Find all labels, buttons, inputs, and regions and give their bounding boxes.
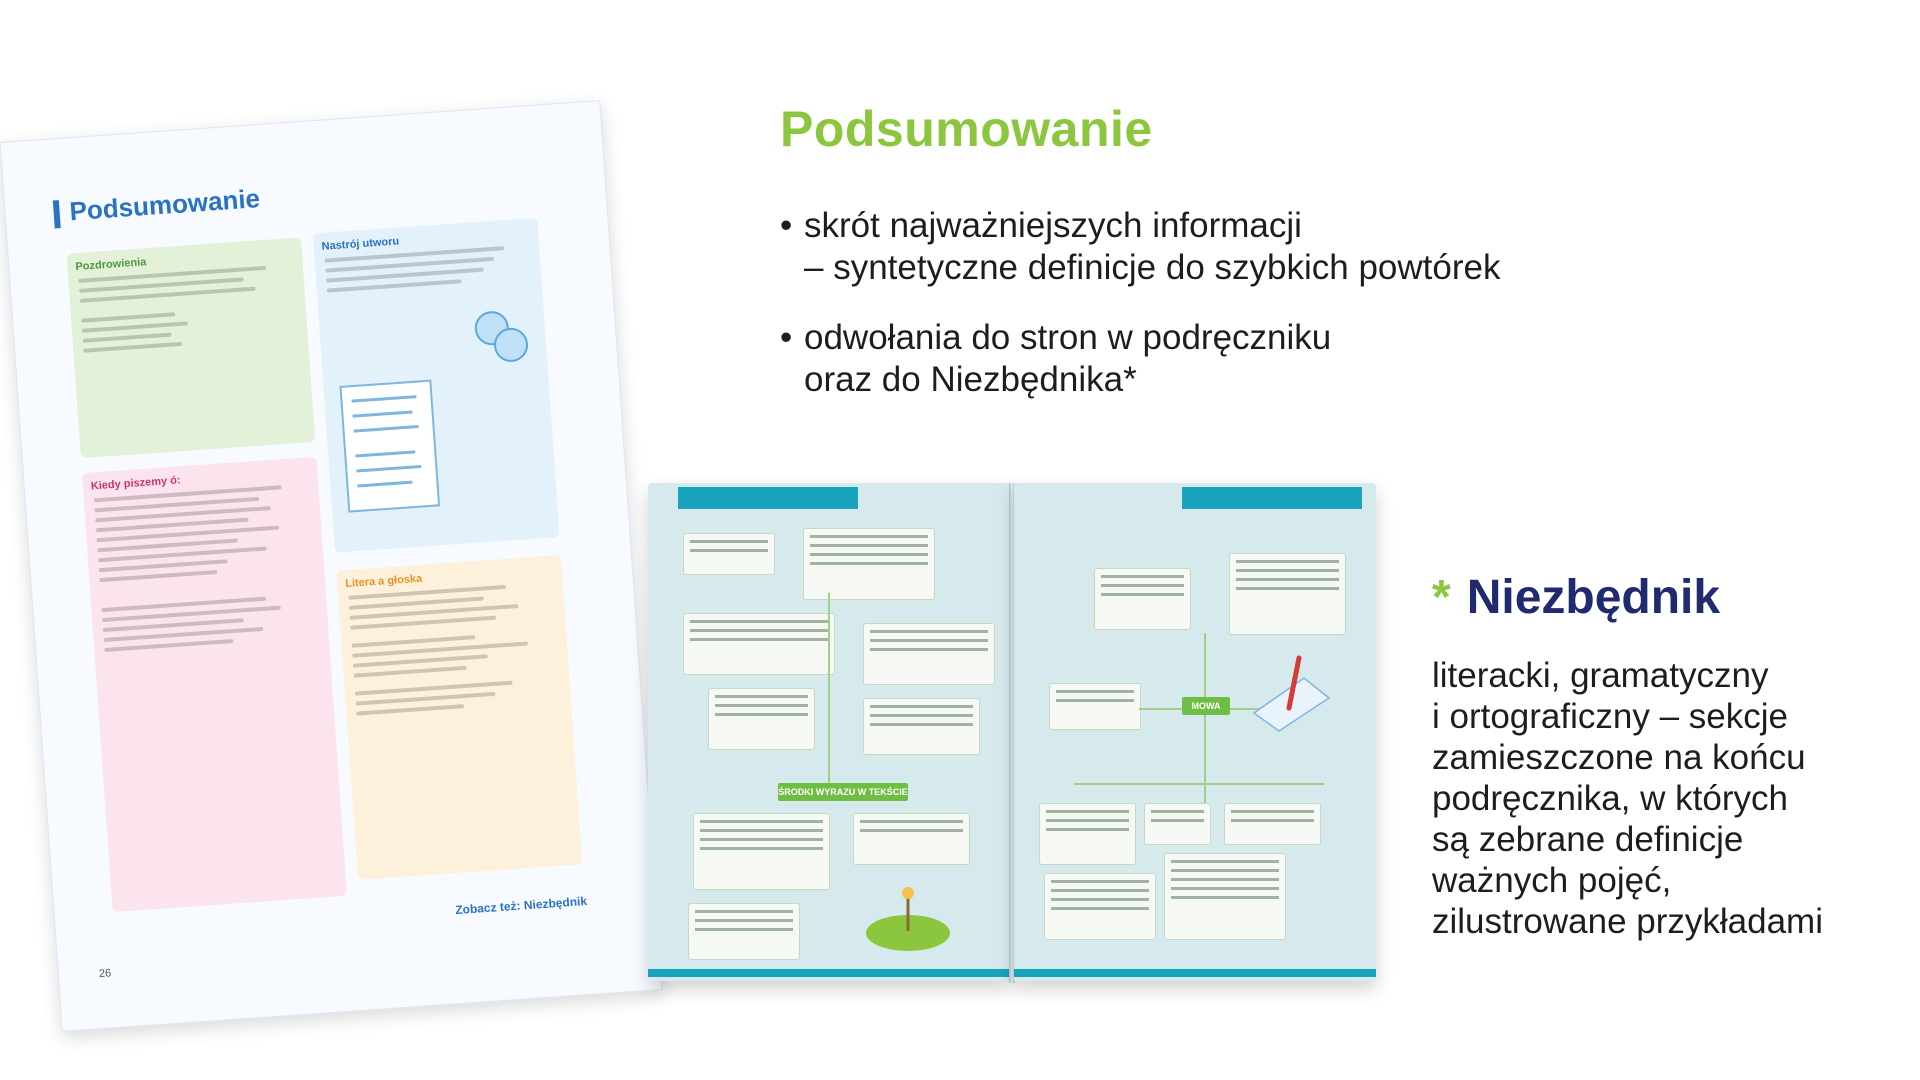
asterisk-icon: *	[1432, 571, 1451, 624]
diagram-center-label: MOWA	[1182, 697, 1230, 715]
box-spelling	[82, 457, 347, 912]
emotion-faces-icon	[468, 304, 532, 368]
footer-band	[1014, 969, 1376, 977]
summary-bullet-2	[780, 317, 1500, 401]
pen-and-paper-icon	[1244, 653, 1334, 733]
page-number: 26	[98, 967, 112, 981]
bullet-1-line-1: skrót najważniejszych informacji	[804, 206, 1302, 245]
landscape-illustration-icon	[863, 883, 953, 953]
bullet-dot: •	[780, 318, 793, 357]
niezbednik-desc-line: i ortograficzny – sekcje	[1432, 697, 1788, 736]
page-title-text: Podsumowanie	[68, 183, 261, 227]
niezbednik-desc-line: zamieszczone na końcu	[1432, 738, 1806, 777]
bullet-2-line-1: odwołania do stron w podręczniku	[804, 318, 1332, 357]
box-mood	[313, 218, 560, 553]
box-greetings-title: Pozdrowienia	[75, 256, 147, 274]
chapter-marker-icon	[53, 200, 61, 228]
box-mood-title: Nastrój utworu	[321, 235, 400, 253]
niezbednik-title: Niezbędnik	[1466, 571, 1721, 624]
niezbednik-desc-line: zilustrowane przykładami	[1432, 902, 1823, 941]
box-letter-sound-title: Litera a głoska	[344, 572, 423, 591]
box-letter-sound	[336, 555, 582, 880]
box-greetings	[67, 237, 316, 458]
diagram-center-label: ŚRODKI WYRAZU W TEKŚCIE	[778, 783, 908, 801]
header-band	[678, 487, 858, 509]
bullet-dot: •	[780, 206, 793, 245]
niezbednik-description	[1432, 655, 1902, 942]
niezbednik-desc-line: są zebrane definicje	[1432, 820, 1744, 859]
niezbednik-desc-line: ważnych pojęć,	[1432, 861, 1672, 900]
niezbednik-desc-line: podręcznika, w których	[1432, 779, 1788, 818]
book-left-page	[648, 483, 1010, 981]
summary-bullet-list	[780, 205, 1500, 429]
niezbednik-book-preview	[648, 483, 1378, 988]
niezbednik-heading	[1432, 570, 1720, 625]
footer-band	[648, 969, 1010, 977]
see-also-link: Zobacz też: Niezbędnik	[454, 893, 588, 918]
summary-bullet-1	[780, 205, 1500, 289]
summary-title: Podsumowanie	[780, 101, 1153, 157]
page-title	[53, 183, 261, 228]
poem-sheet-icon	[335, 374, 464, 522]
summary-page-preview	[0, 100, 662, 1032]
box-spelling-title: Kiedy piszemy ó:	[90, 474, 181, 493]
bullet-1-line-2: – syntetyczne definicje do szybkich powtórek	[804, 248, 1501, 287]
header-band	[1182, 487, 1362, 509]
book-right-page	[1014, 483, 1376, 981]
bullet-2-line-2: oraz do Niezbędnika*	[804, 360, 1137, 399]
niezbednik-desc-line: literacki, gramatyczny	[1432, 656, 1769, 695]
